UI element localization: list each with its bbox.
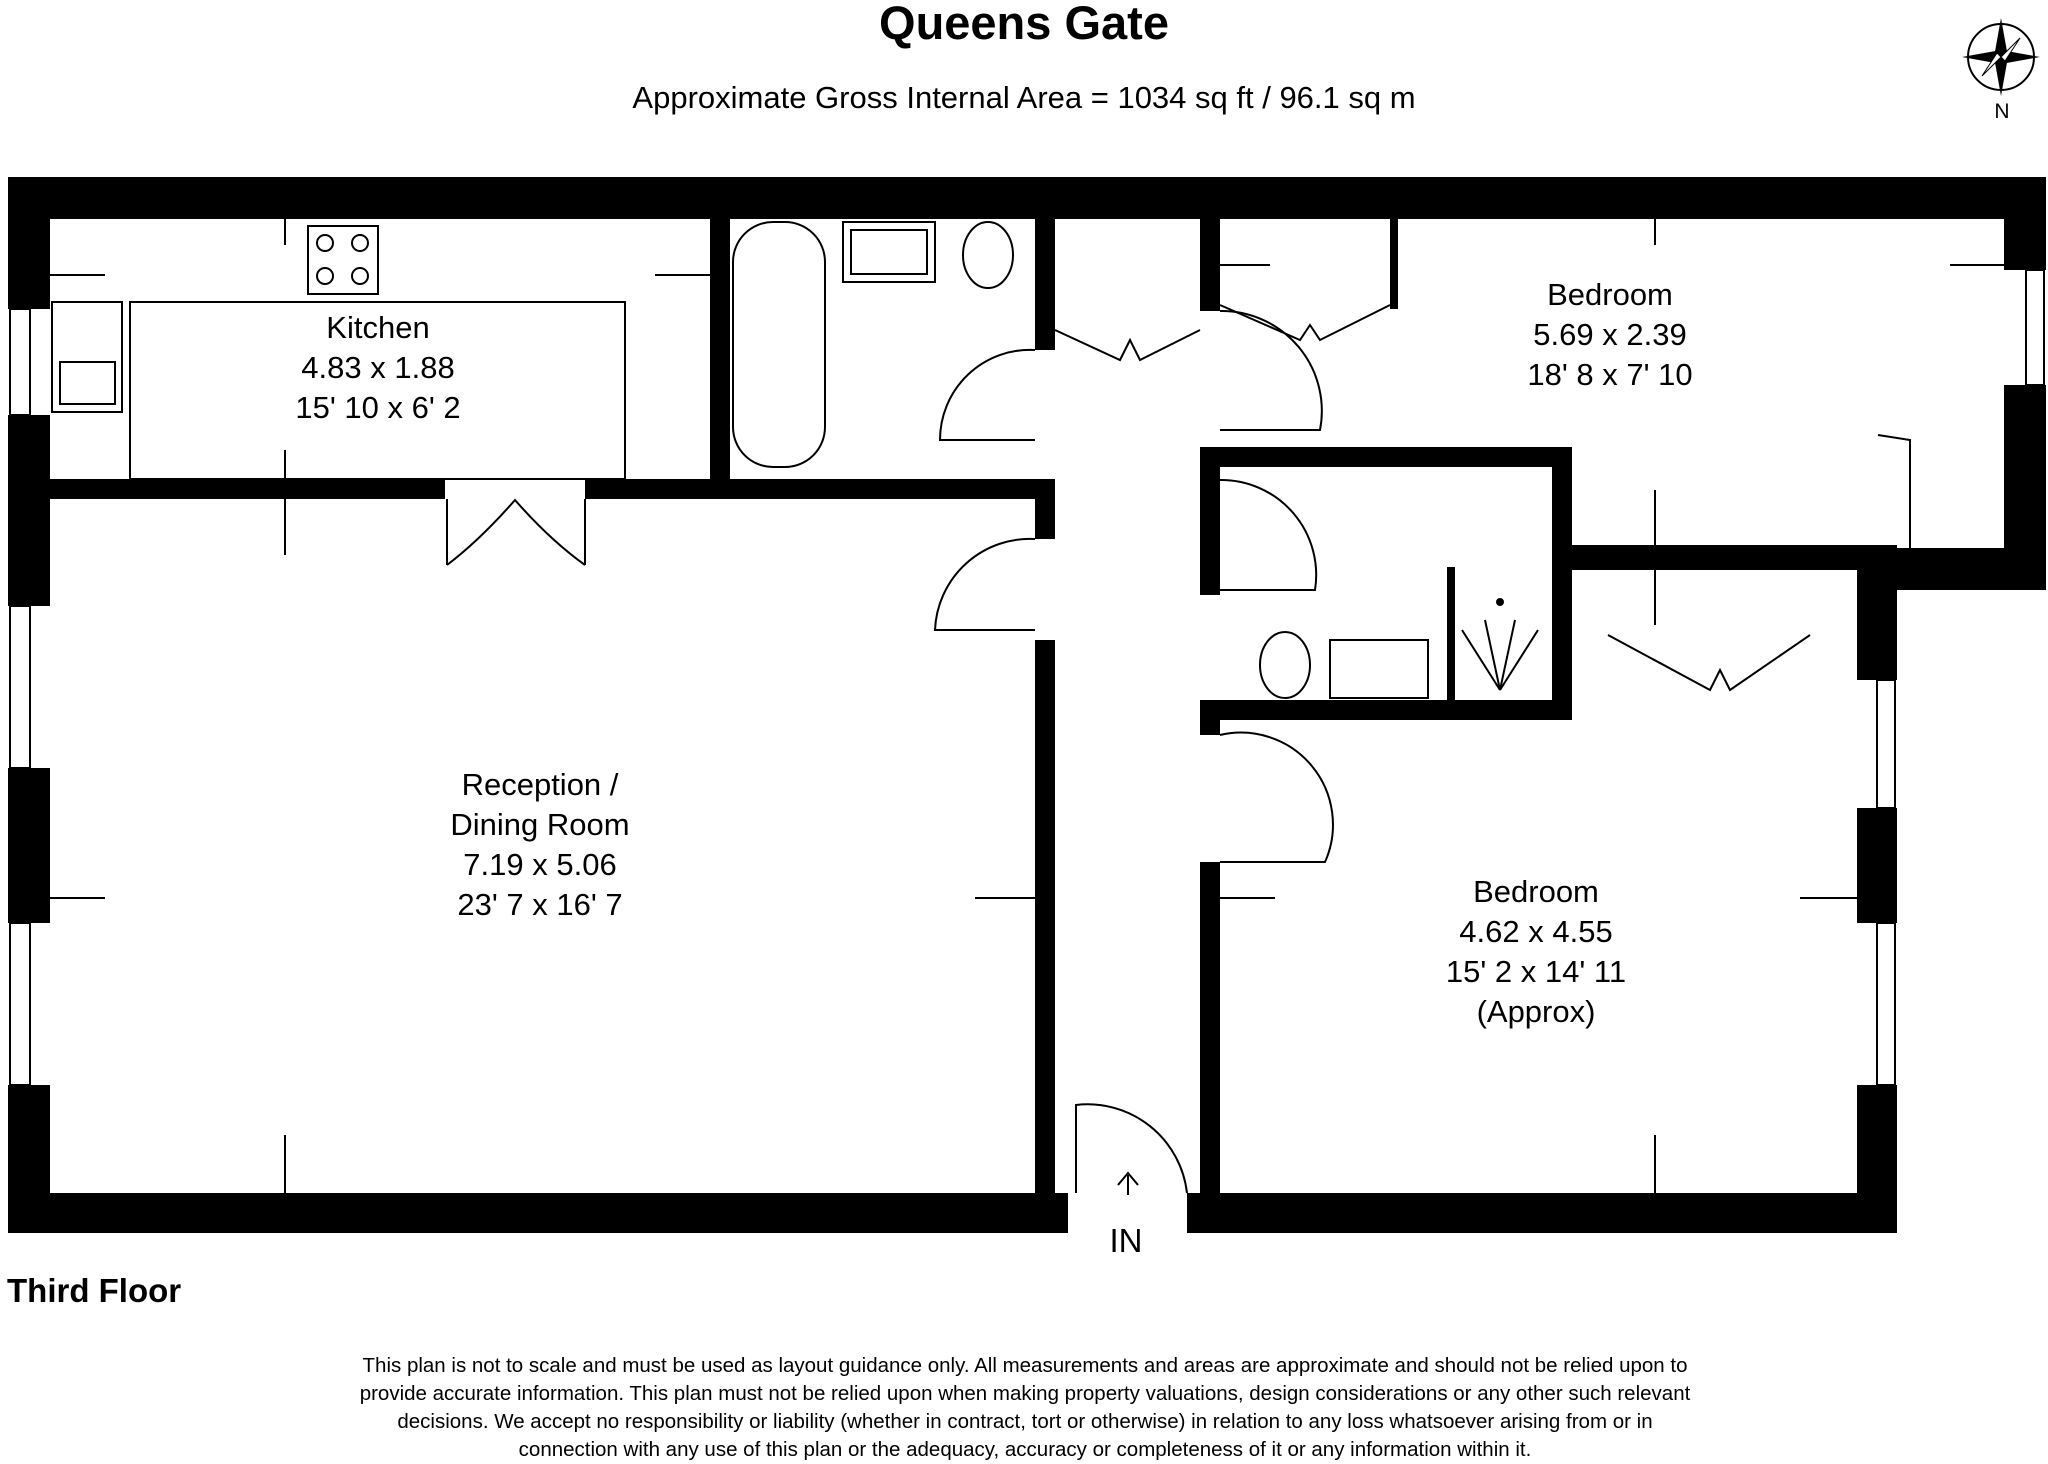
entrance-label: IN — [1109, 1222, 1143, 1259]
room-reception — [450, 767, 629, 922]
room-bedroom-1 — [1527, 277, 1692, 392]
room-bedroom-2 — [1446, 874, 1626, 1029]
bedroom-2-metric: 4.62 x 4.55 — [1459, 914, 1613, 949]
disclaimer — [290, 1352, 1760, 1464]
bedroom-2-name: Bedroom — [1473, 874, 1599, 909]
doors — [447, 305, 1910, 1193]
disclaimer-line: This plan is not to scale and must be used as layout guidance only. All measurements and areas are approximate and should not be relied upon to — [362, 1354, 1688, 1377]
disclaimer-line: connection with any use of this plan or the adequacy, accuracy or completeness of it or any information within it. — [518, 1438, 1532, 1461]
kitchen-metric: 4.83 x 1.88 — [301, 350, 455, 385]
disclaimer-line: provide accurate information. This plan must not be relied upon when making property valuations, design considerations or any other such relevant — [359, 1382, 1691, 1405]
room-labels — [295, 277, 1692, 1259]
kitchen-imperial: 15' 10 x 6' 2 — [295, 390, 461, 425]
compass-north-label: N — [1994, 100, 2010, 123]
floor-label: Third Floor — [7, 1272, 182, 1309]
reception-name-line2: Dining Room — [450, 807, 630, 842]
bedroom-2-imperial: 15' 2 x 14' 11 — [1445, 954, 1627, 989]
room-kitchen — [295, 310, 460, 425]
bedroom-1-name: Bedroom — [1547, 277, 1673, 312]
kitchen-name: Kitchen — [326, 310, 430, 345]
reception-imperial: 23' 7 x 16' 7 — [457, 887, 623, 922]
compass-icon — [1962, 18, 2040, 96]
plan-title: Queens Gate — [879, 0, 1169, 49]
walls — [8, 177, 2046, 1233]
gross-internal-area: Approximate Gross Internal Area = 1034 sq ft / 96.1 sq m — [632, 80, 1416, 115]
bedroom-1-imperial: 18' 8 x 7' 10 — [1527, 357, 1693, 392]
disclaimer-line: decisions. We accept no responsibility or liability (whether in contract, tort or otherwise) in relation to any loss whatsoever arising from or in — [397, 1410, 1653, 1433]
reception-name-line1: Reception / — [461, 767, 619, 802]
bedroom-2-note: (Approx) — [1476, 994, 1596, 1029]
bedroom-1-metric: 5.69 x 2.39 — [1533, 317, 1687, 352]
reception-metric: 7.19 x 5.06 — [463, 847, 617, 882]
